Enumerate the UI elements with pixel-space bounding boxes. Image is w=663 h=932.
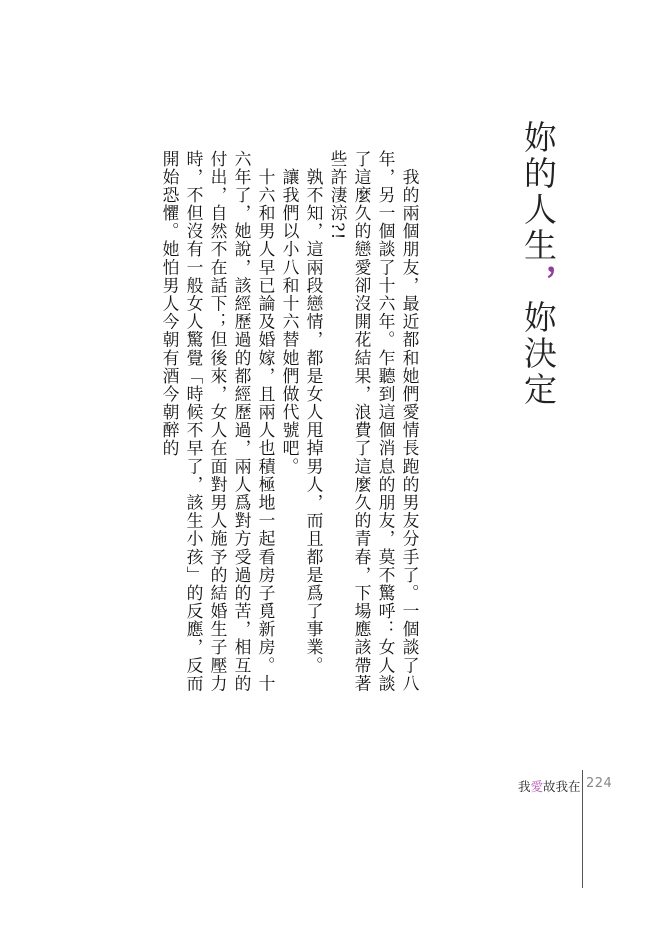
chapter-title-comma: ， bbox=[519, 264, 558, 300]
page-number: 224 bbox=[586, 776, 613, 791]
footer-divider bbox=[582, 770, 583, 888]
book-title-part1: 我 bbox=[518, 779, 531, 794]
book-title-footer bbox=[518, 777, 581, 795]
paragraph-2: 孰不知，這兩段戀情，都是女人甩掉男人，而且都是爲了事業。 bbox=[304, 168, 324, 675]
chapter-title-part1: 妳的人生 bbox=[519, 120, 558, 264]
body-text bbox=[158, 150, 422, 710]
book-title-accent: 愛 bbox=[530, 779, 544, 794]
chapter-title-part2: 妳決定 bbox=[519, 300, 558, 408]
book-title-part2: 故我在 bbox=[543, 779, 581, 794]
paragraph-4: 十六和男人早已論及婚嫁，且兩人也積極地一起看房子覓新房。十六年了，她說，該經歷過的都經歷過，兩人爲對方受過的苦，相互的付出，自然不在話下；但後來，女人在面對男人施予的結婚生子壓力時，不但沒有一般女人驚覺「時候不早了，該生小孩」的反應，反而開始恐懼。她怕男人今朝有酒今朝醉的 bbox=[160, 150, 276, 693]
chapter-title bbox=[512, 120, 564, 408]
paragraph-3: 讓我們以小八和十六替她們做代號吧。 bbox=[280, 168, 300, 476]
paragraph-1: 我的兩個朋友，最近都和她們愛情長跑的男友分手了。一個談了八年，另一個談了十六年。乍聽到這個消息的朋友，莫不驚呼：女人談了這麼久的戀愛卻沒開花結果，浪費了這麼久的青春，下場應該帶著些許淒涼?! bbox=[328, 150, 420, 693]
